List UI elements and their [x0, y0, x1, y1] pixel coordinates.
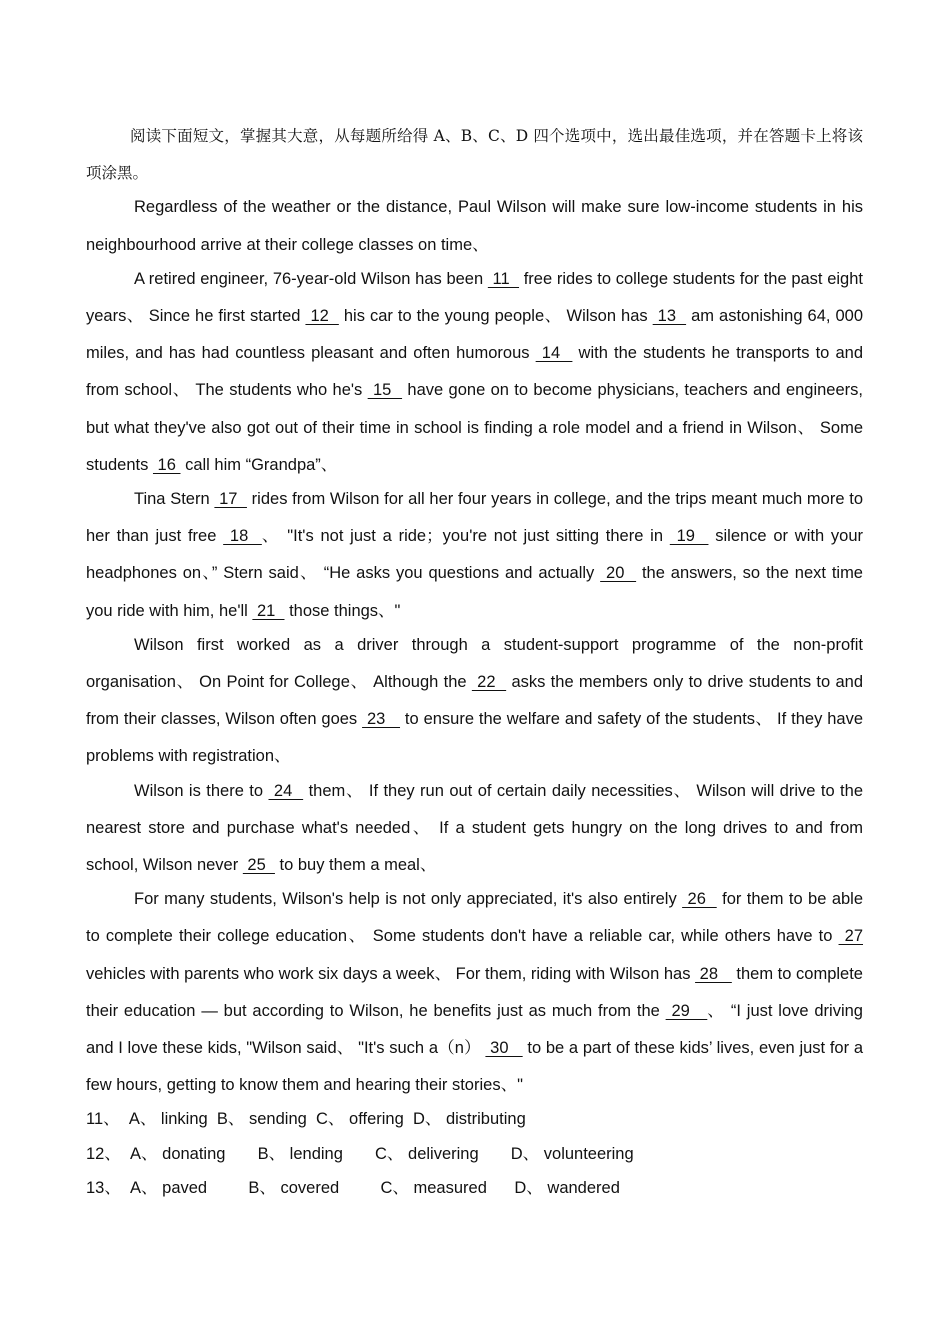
- option-text: paved: [162, 1179, 208, 1198]
- passage-paragraph: [86, 881, 863, 1104]
- passage-paragraph: [86, 481, 863, 630]
- option-text: volunteering: [543, 1144, 634, 1163]
- answer-blank: 26: [682, 890, 717, 909]
- answer-blank: 20: [600, 564, 637, 583]
- answer-blank: 28: [695, 964, 732, 983]
- answer-blank: 17: [214, 490, 247, 509]
- passage-text: his car to the young people、 Wilson has: [338, 307, 653, 326]
- option-letter: C、: [375, 1144, 404, 1163]
- passage-text: Wilson first worked as a driver through a student-support programme of the non-profit organisation、 On Point for College、 Although the: [86, 635, 863, 692]
- answer-blank: 12: [305, 307, 339, 326]
- passage-paragraph: [86, 189, 863, 263]
- passage-paragraph: [86, 261, 863, 484]
- exam-page: [86, 118, 863, 1206]
- option-text: distributing: [445, 1110, 526, 1129]
- option-letter: A、: [128, 1110, 157, 1129]
- passage-text: the answers, so the next time you ride with him, he'll: [86, 564, 863, 620]
- passage-text: for them to be able to complete their college education、 Some students don't have a reliable car, while others have to: [86, 890, 864, 946]
- option-letter: C、: [316, 1110, 345, 1129]
- passage-text: vehicles with parents who work six days a week、 For them, riding with Wilson has: [86, 964, 696, 983]
- answer-blank: 21: [252, 601, 285, 620]
- option-letter: B、: [248, 1179, 276, 1198]
- answer-blank: 14: [535, 344, 573, 363]
- passage-text: For many students, Wilson's help is not only appreciated, it's also entirely: [134, 890, 683, 909]
- option-text: delivering: [408, 1144, 479, 1163]
- option-text: linking: [160, 1110, 208, 1129]
- option-text: covered: [280, 1179, 340, 1198]
- passage-text: to be a part of these kids’ lives, even just for a few hours, getting to know them and hearing their stories、": [86, 1039, 863, 1095]
- passage-paragraph: [86, 773, 863, 885]
- option-letter: C、: [380, 1179, 409, 1198]
- passage-text: to ensure the welfare and safety of the students、 If they have problems with registration、: [86, 710, 863, 766]
- passage-paragraph: [86, 627, 863, 776]
- option-text: sending: [249, 1110, 307, 1129]
- answer-blank: 16: [152, 455, 181, 474]
- option-letter: A、: [130, 1144, 158, 1163]
- passage-text: A retired engineer, 76-year-old Wilson has been: [134, 269, 488, 288]
- instructions-text: 阅读下面短文，掌握其大意，从每题所给得 A、B、C、D 四个选项中，选出最佳选项，并在答题卡上将该项涂黑。: [86, 127, 863, 183]
- passage-text: 、 "It's not just a ride；you're not just sitting there in: [261, 527, 670, 546]
- passage-text: have gone on to become physicians, teachers and engineers, but what they've also got out of their time in school is finding a role model and a friend in Wilson、 Some students: [86, 381, 863, 474]
- option-text: offering: [349, 1110, 404, 1129]
- passage-text: rides from Wilson for all her four years in college, and the trips meant much more to her than just free: [86, 490, 863, 546]
- answer-blank: 19: [669, 527, 709, 546]
- question-number: 13、: [86, 1179, 121, 1198]
- passage-text: them to complete their education — but according to Wilson, he benefits just as much from the: [86, 964, 863, 1020]
- passage-text: them、 If they run out of certain daily necessities、 Wilson will drive to the nearest store and purchase what's needed、 If a student gets hungry on the long drives to and from school, Wilson never: [86, 781, 863, 875]
- answer-blank: 13: [652, 307, 687, 326]
- question-number: 11、: [86, 1110, 120, 1129]
- option-letter: D、: [412, 1110, 442, 1129]
- option-text: measured: [413, 1179, 487, 1198]
- passage-text: silence or with your headphones on、” Stern said、 “He asks you questions and actually: [86, 527, 864, 583]
- answer-blank: 24: [268, 781, 304, 800]
- question-options-row: [86, 1137, 863, 1172]
- answer-blank: 30: [485, 1039, 523, 1058]
- passage-text: with the students he transports to and from school、 The students who he's: [86, 344, 863, 400]
- passage-text: Regardless of the weather or the distance, Paul Wilson will make sure low-income students in his neighbourhood arrive at their college classes on time、: [86, 198, 863, 254]
- answer-blank: 15: [367, 381, 403, 400]
- passage-text: call him “Grandpa”、: [180, 455, 338, 474]
- question-options-row: [86, 1102, 863, 1137]
- option-letter: B、: [257, 1144, 286, 1163]
- passage-text: 、 “I just love driving and I love these kids, "Wilson said、 "It's such a（n）: [86, 1001, 863, 1058]
- answer-blank: 25: [242, 856, 275, 875]
- passage-text: free rides to college students for the past eight years、 Since he first started: [86, 269, 863, 326]
- passage-text: to buy them a meal、: [274, 856, 437, 875]
- option-text: lending: [289, 1144, 343, 1163]
- passage-text: asks the members only to drive students to and from their classes, Wilson often goes: [86, 673, 864, 729]
- answer-blank: 29: [665, 1001, 708, 1020]
- answer-blank: 23: [362, 710, 401, 729]
- answer-options: [86, 1102, 863, 1206]
- reading-passage: [86, 189, 863, 1104]
- answer-blank: 11: [487, 269, 520, 288]
- question-options-row: [86, 1171, 863, 1206]
- question-number: 12、: [86, 1144, 121, 1163]
- option-text: wandered: [547, 1179, 620, 1198]
- option-letter: D、: [510, 1144, 540, 1163]
- option-letter: B、: [216, 1110, 245, 1129]
- answer-blank: 22: [471, 673, 507, 692]
- passage-text: Wilson is there to: [134, 781, 269, 800]
- answer-blank: 18: [223, 527, 262, 546]
- passage-text: Tina Stern: [134, 490, 215, 509]
- option-letter: A、: [130, 1179, 158, 1198]
- option-letter: D、: [514, 1179, 543, 1198]
- passage-text: am astonishing 64, 000 miles, and has had countless pleasant and often humorous: [86, 307, 864, 363]
- option-text: donating: [162, 1144, 226, 1163]
- answer-blank: 27: [838, 927, 863, 946]
- passage-text: those things、": [284, 601, 401, 620]
